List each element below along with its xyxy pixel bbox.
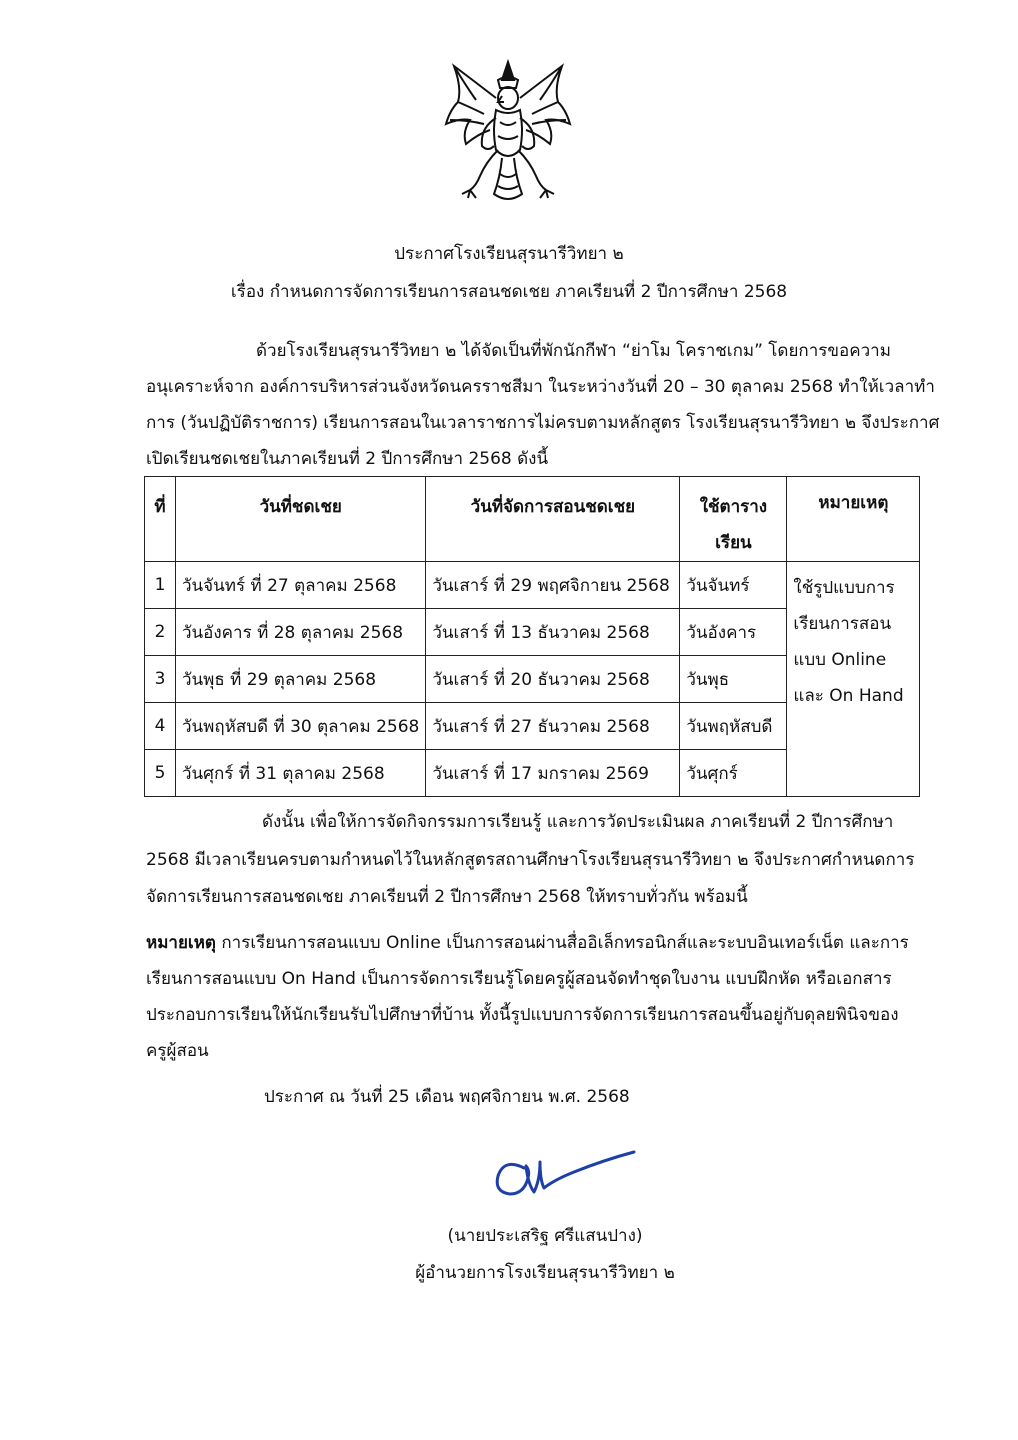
conclusion-line-3: จัดการเรียนการสอนชดเชย ภาคเรียนที่ 2 ปีการศึกษา 2568 ให้ทราบทั่วกัน พร้อมนี้	[146, 887, 748, 907]
remark-line-2: เรียนการสอนแบบ On Hand เป็นการจัดการเรียนรู้โดยครูผู้สอนจัดทำชุดใบงาน แบบฝึกหัด หรือเอกสาร	[146, 969, 892, 989]
row-no: 4	[145, 703, 176, 750]
row-note	[787, 562, 920, 797]
row-make-up-date: วันพุธ ที่ 29 ตุลาคม 2568	[176, 656, 426, 703]
row-no: 1	[145, 562, 176, 609]
row-schedule: วันจันทร์	[680, 562, 787, 609]
remark-label: หมายเหตุ	[146, 933, 216, 953]
note-line-2: เรียนการสอน	[793, 614, 892, 634]
remark-line-4: ครูผู้สอน	[146, 1041, 209, 1061]
conclusion-line-2: 2568 มีเวลาเรียนครบตามกำหนดไว้ในหลักสูตรสถานศึกษาโรงเรียนสุรนารีวิทยา ๒ จึงประกาศกำหนดการ	[146, 850, 915, 870]
header-make-up-date: วันที่ชดเชย	[176, 477, 426, 562]
row-teaching-date: วันเสาร์ ที่ 13 ธันวาคม 2568	[426, 609, 680, 656]
row-schedule: วันศุกร์	[680, 750, 787, 797]
row-make-up-date: วันอังคาร ที่ 28 ตุลาคม 2568	[176, 609, 426, 656]
row-teaching-date: วันเสาร์ ที่ 27 ธันวาคม 2568	[426, 703, 680, 750]
note-line-3: แบบ Online	[793, 650, 887, 670]
header-no: ที่	[145, 477, 176, 562]
table-row	[145, 562, 920, 609]
document-subject: เรื่อง กำหนดการจัดการเรียนการสอนชดเชย ภาคเรียนที่ 2 ปีการศึกษา 2568	[230, 282, 788, 302]
row-make-up-date: วันจันทร์ ที่ 27 ตุลาคม 2568	[176, 562, 426, 609]
row-no: 5	[145, 750, 176, 797]
table-header-row	[145, 477, 920, 562]
row-make-up-date: วันศุกร์ ที่ 31 ตุลาคม 2568	[176, 750, 426, 797]
note-line-4: และ On Hand	[793, 686, 904, 706]
remark-line-1	[146, 929, 909, 956]
intro-line-4: เปิดเรียนชดเชยในภาคเรียนที่ 2 ปีการศึกษา 2568 ดังนี้	[146, 449, 549, 469]
row-no: 2	[145, 609, 176, 656]
signature-icon	[484, 1140, 644, 1210]
make-up-schedule-table	[144, 476, 920, 797]
remark-line-3: ประกอบการเรียนให้นักเรียนรับไปศึกษาที่บ้าน ทั้งนี้รูปแบบการจัดการเรียนการสอนขึ้นอยู่กับดุลยพินิจของ	[146, 1005, 899, 1025]
header-note: หมายเหตุ	[787, 477, 920, 562]
conclusion-line-1: ดังนั้น เพื่อให้การจัดกิจกรรมการเรียนรู้ และการวัดประเมินผล ภาคเรียนที่ 2 ปีการศึกษา	[262, 812, 894, 832]
note-line-1: ใช้รูปแบบการ	[793, 578, 895, 598]
row-schedule: วันพุธ	[680, 656, 787, 703]
intro-line-3: การ (วันปฏิบัติราชการ) เรียนการสอนในเวลาราชการไม่ครบตามหลักสูตร โรงเรียนสุรนารีวิทยา ๒ จึงประกาศ	[146, 413, 940, 433]
remark-line-1-text: การเรียนการสอนแบบ Online เป็นการสอนผ่านสื่ออิเล็กทรอนิกส์และระบบอินเทอร์เน็ต และการ	[215, 933, 909, 953]
announcement-date: ประกาศ ณ วันที่ 25 เดือน พฤศจิกายน พ.ศ. 2568	[264, 1087, 630, 1107]
row-teaching-date: วันเสาร์ ที่ 17 มกราคม 2569	[426, 750, 680, 797]
intro-line-1: ด้วยโรงเรียนสุรนารีวิทยา ๒ ได้จัดเป็นที่พักนักกีฬา “ย่าโม โคราชเกม” โดยการขอความ	[256, 341, 891, 361]
header-schedule-line-1: ใช้ตาราง	[699, 497, 768, 517]
row-schedule: วันอังคาร	[680, 609, 787, 656]
row-schedule: วันพฤหัสบดี	[680, 703, 787, 750]
document-title: ประกาศโรงเรียนสุรนารีวิทยา ๒	[394, 244, 624, 264]
intro-line-2: อนุเคราะห์จาก องค์การบริหารส่วนจังหวัดนครราชสีมา ในระหว่างวันที่ 20 – 30 ตุลาคม 2568 ทำให้เวลาทำ	[146, 377, 935, 397]
row-teaching-date: วันเสาร์ ที่ 20 ธันวาคม 2568	[426, 656, 680, 703]
header-teaching-date: วันที่จัดการสอนชดเชย	[426, 477, 680, 562]
row-no: 3	[145, 656, 176, 703]
garuda-emblem-icon	[440, 58, 576, 208]
signatory-position: ผู้อำนวยการโรงเรียนสุรนารีวิทยา ๒	[415, 1263, 675, 1283]
header-schedule-line-2: เรียน	[715, 533, 752, 553]
header-schedule	[680, 477, 787, 562]
row-teaching-date: วันเสาร์ ที่ 29 พฤศจิกายน 2568	[426, 562, 680, 609]
row-make-up-date: วันพฤหัสบดี ที่ 30 ตุลาคม 2568	[176, 703, 426, 750]
signatory-name: (นายประเสริฐ ศรีแสนปาง)	[447, 1226, 643, 1246]
